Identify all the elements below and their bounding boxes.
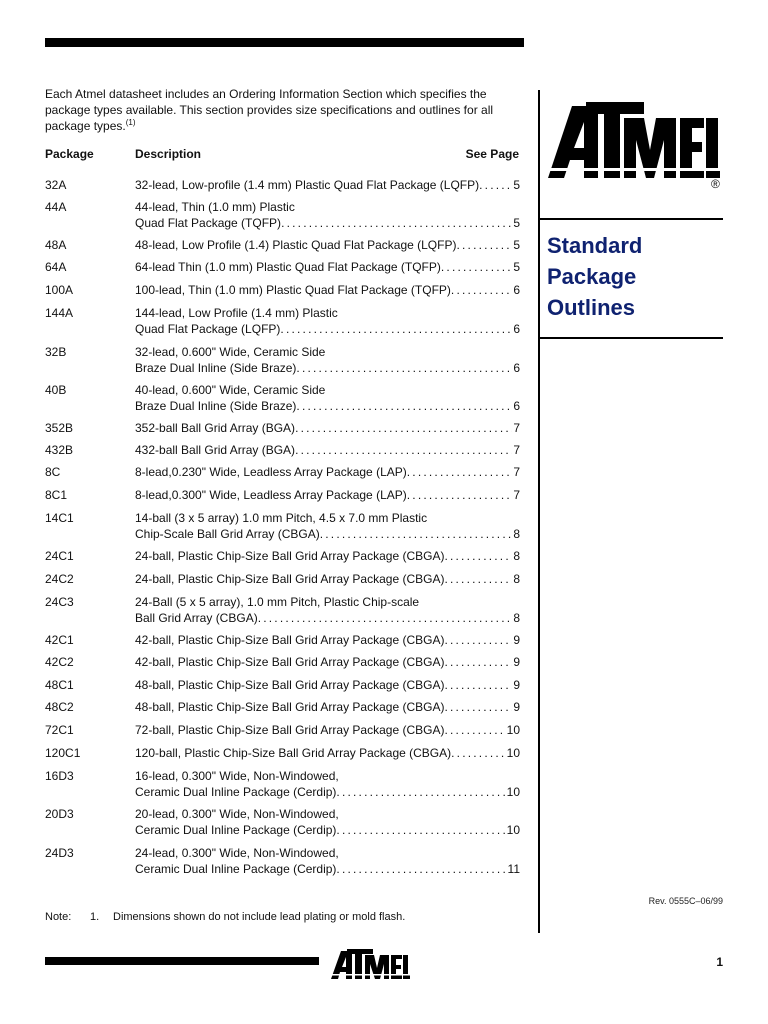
dot-leader [280,321,512,337]
page-reference: 9 [513,678,520,692]
note-text: Dimensions shown do not include lead plating or mold flash. [113,911,406,923]
page-reference: 5 [513,216,520,230]
description-line [135,215,520,231]
description-text: 24-lead, 0.300" Wide, Non-Windowed, [135,846,339,860]
description-line [135,398,520,414]
dot-leader [444,699,512,715]
description-line [135,442,520,458]
dot-leader [336,822,505,838]
description-line [135,768,520,784]
description-text: 16-lead, 0.300" Wide, Non-Windowed, [135,769,339,783]
description-line [135,845,520,861]
package-code: 32B [45,345,67,359]
description-text: 352-ball Ball Grid Array (BGA) [135,421,296,435]
description-text: 100-lead, Thin (1.0 mm) Plastic Quad Flat Package (TQFP) [135,283,451,297]
page-reference: 10 [506,785,520,799]
package-description [135,548,520,564]
description-line [135,677,520,693]
description-line [135,199,520,215]
page-reference: 7 [513,421,520,435]
package-code: 44A [45,200,67,214]
dot-leader [444,548,512,564]
description-line [135,259,520,275]
package-code: 48A [45,238,67,252]
description-text: 32-lead, 0.600" Wide, Ceramic Side [135,345,326,359]
page-reference: 11 [507,862,520,876]
dot-leader [451,745,506,761]
description-text: 48-lead, Low Profile (1.4) Plastic Quad Flat Package (LQFP) [135,238,457,252]
title-line: Outlines [547,295,636,320]
column-header-description: Description [135,147,202,161]
dot-leader [444,677,512,693]
description-line [135,822,520,838]
description-line [135,420,520,436]
page-reference: 6 [513,322,520,336]
page-reference: 8 [513,611,520,625]
package-description [135,806,520,838]
description-line [135,699,520,715]
description-text: 144-lead, Low Profile (1.4 mm) Plastic [135,306,338,320]
description-text: 42-ball, Plastic Chip-Size Ball Grid Array Package (CBGA) [135,655,445,669]
note-number: 1. [90,911,100,923]
dot-leader [296,360,512,376]
dot-leader [320,526,513,542]
package-description [135,677,520,693]
description-text: Ceramic Dual Inline Package (Cerdip) [135,823,337,837]
description-text: 8-lead,0.230" Wide, Leadless Array Package (LAP) [135,465,407,479]
page-reference: 8 [513,549,520,563]
dot-leader [336,784,505,800]
description-text: Braze Dual Inline (Side Braze) [135,399,297,413]
column-header-package: Package [45,147,94,161]
package-description [135,382,520,414]
page-reference: 6 [513,361,520,375]
package-code: 144A [45,306,74,320]
dot-leader [296,398,512,414]
column-header-see-page: See Page [465,147,519,161]
page-reference: 8 [513,572,520,586]
description-text: 24-Ball (5 x 5 array), 1.0 mm Pitch, Plastic Chip-scale [135,595,420,609]
package-description [135,654,520,670]
package-code: 16D3 [45,769,74,783]
package-code: 120C1 [45,746,81,760]
package-code: 24C2 [45,572,74,586]
page-reference: 6 [513,283,520,297]
page-reference: 5 [513,238,520,252]
package-code: 20D3 [45,807,74,821]
package-code: 24C3 [45,595,74,609]
header-rule [45,38,524,47]
page-reference: 6 [513,399,520,413]
description-text: 42-ball, Plastic Chip-Size Ball Grid Array Package (CBGA) [135,633,445,647]
page-number: 1 [716,955,723,969]
dot-leader [295,442,512,458]
package-code: 8C [45,465,61,479]
note-label: Note: [45,911,72,923]
column-divider [538,90,540,933]
page-reference: 8 [513,527,520,541]
page-reference: 9 [513,633,520,647]
package-description [135,632,520,648]
page-reference: 9 [513,700,520,714]
description-text: 432-ball Ball Grid Array (BGA) [135,443,296,457]
atmel-logo-small [330,948,410,980]
package-code: 40B [45,383,67,397]
package-description [135,259,520,275]
title-rule-top [540,218,723,220]
dot-leader [281,215,512,231]
package-code: 72C1 [45,723,74,737]
footnote-ref: (1) [125,118,136,127]
package-description [135,420,520,436]
page-reference: 5 [513,178,520,192]
description-line [135,654,520,670]
package-description [135,344,520,376]
description-line [135,594,520,610]
title-line: Standard [547,233,643,258]
description-line [135,610,520,626]
dot-leader [444,571,512,587]
description-text: 48-ball, Plastic Chip-Size Ball Grid Array Package (CBGA) [135,700,445,714]
package-description [135,442,520,458]
page-reference: 7 [513,465,520,479]
description-text: 72-ball, Plastic Chip-Size Ball Grid Array Package (CBGA) [135,723,445,737]
intro-paragraph [45,86,523,134]
page-reference: 10 [506,823,520,837]
description-line [135,548,520,564]
title-rule-bottom [540,337,723,339]
package-code: 352B [45,421,74,435]
description-text: 44-lead, Thin (1.0 mm) Plastic [135,200,295,214]
package-description [135,305,520,337]
package-description [135,510,520,542]
package-description [135,177,520,193]
description-text: Ball Grid Array (CBGA) [135,611,258,625]
package-description [135,487,520,503]
dot-leader [456,237,512,253]
dot-leader [407,464,513,480]
package-code: 100A [45,283,74,297]
description-text: Braze Dual Inline (Side Braze) [135,361,297,375]
package-description [135,699,520,715]
description-line [135,237,520,253]
dot-leader [444,654,512,670]
description-text: Ceramic Dual Inline Package (Cerdip) [135,785,337,799]
description-text: 8-lead,0.300" Wide, Leadless Array Package (LAP) [135,488,407,502]
description-line [135,861,520,877]
package-code: 8C1 [45,488,68,502]
package-description [135,571,520,587]
dot-leader [451,282,512,298]
description-text: 24-ball, Plastic Chip-Size Ball Grid Array Package (CBGA) [135,549,445,563]
description-text: 40-lead, 0.600" Wide, Ceramic Side [135,383,326,397]
description-line [135,722,520,738]
dot-leader [336,861,506,877]
package-code: 24C1 [45,549,74,563]
dot-leader [407,487,513,503]
atmel-logo [546,100,720,180]
page-reference: 9 [513,655,520,669]
description-line [135,360,520,376]
description-line [135,745,520,761]
description-line [135,510,520,526]
registered-mark: ® [711,177,720,191]
description-text: 14-ball (3 x 5 array) 1.0 mm Pitch, 4.5 x 7.0 mm Plastic [135,511,428,525]
package-description [135,768,520,800]
description-line [135,382,520,398]
page-reference: 5 [513,260,520,274]
description-text: 20-lead, 0.300" Wide, Non-Windowed, [135,807,339,821]
description-text: Chip-Scale Ball Grid Array (CBGA) [135,527,320,541]
page-reference: 10 [506,723,520,737]
description-text: 64-lead Thin (1.0 mm) Plastic Quad Flat Package (TQFP) [135,260,441,274]
description-line [135,806,520,822]
package-code: 32A [45,178,67,192]
package-description [135,594,520,626]
package-description [135,722,520,738]
description-text: Quad Flat Package (TQFP) [135,216,282,230]
dot-leader [258,610,513,626]
package-description [135,282,520,298]
package-description [135,237,520,253]
package-code: 24D3 [45,846,74,860]
description-line [135,487,520,503]
package-description [135,199,520,231]
dot-leader [444,632,512,648]
description-line [135,282,520,298]
page-reference: 7 [513,488,520,502]
description-text: Ceramic Dual Inline Package (Cerdip) [135,862,337,876]
description-line [135,784,520,800]
title-line: Package [547,264,637,289]
description-text: 24-ball, Plastic Chip-Size Ball Grid Array Package (CBGA) [135,572,445,586]
package-code: 432B [45,443,74,457]
description-text: 32-lead, Low-profile (1.4 mm) Plastic Quad Flat Package (LQFP) [135,178,480,192]
description-line [135,464,520,480]
description-line [135,632,520,648]
package-code: 48C1 [45,678,74,692]
revision-label: Rev. 0555C–06/99 [648,896,723,906]
description-text: 120-ball, Plastic Chip-Size Ball Grid Array Package (CBGA) [135,746,452,760]
intro-text: Each Atmel datasheet includes an Ordering Information Section which specifies the package types available. This section provides size specifications and outlines for all package types. [45,87,494,133]
document-title [547,230,719,323]
package-description [135,745,520,761]
description-text: 48-ball, Plastic Chip-Size Ball Grid Array Package (CBGA) [135,678,445,692]
description-line [135,321,520,337]
dot-leader [441,259,512,275]
description-line [135,526,520,542]
description-line [135,177,520,193]
package-code: 42C2 [45,655,74,669]
page-reference: 10 [506,746,520,760]
footer-rule [45,957,319,965]
package-code: 48C2 [45,700,74,714]
dot-leader [295,420,512,436]
package-code: 64A [45,260,67,274]
description-line [135,344,520,360]
package-description [135,464,520,480]
page-reference: 7 [513,443,520,457]
package-code: 42C1 [45,633,74,647]
package-code: 14C1 [45,511,74,525]
description-line [135,305,520,321]
dot-leader [444,722,505,738]
dot-leader [479,177,512,193]
package-description [135,845,520,877]
description-line [135,571,520,587]
description-text: Quad Flat Package (LQFP) [135,322,281,336]
